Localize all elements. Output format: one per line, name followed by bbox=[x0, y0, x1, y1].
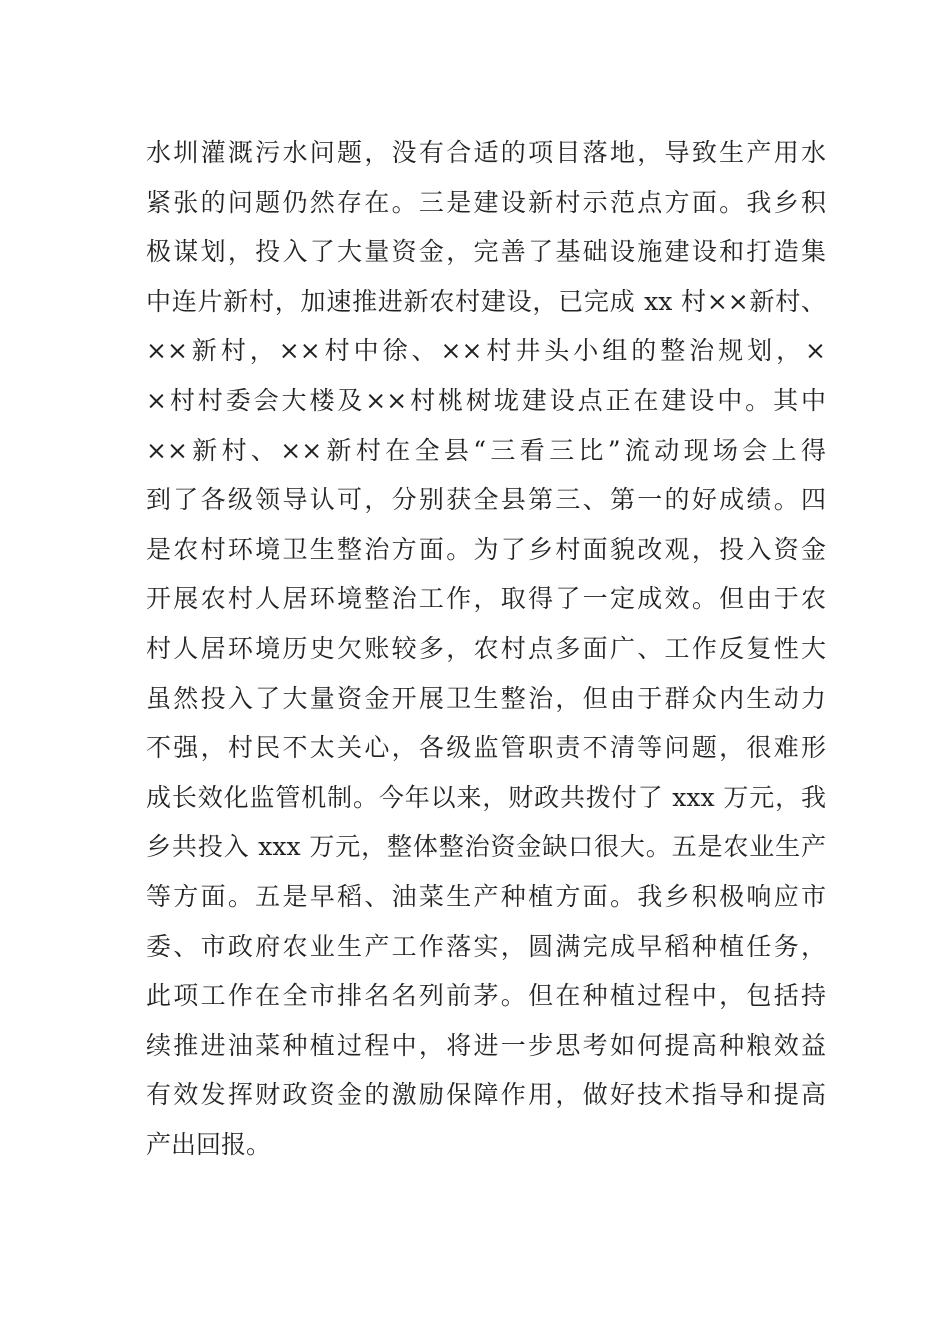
text-line: 续推进油菜种植过程中，将进一步思考如何提高种粮效益 bbox=[146, 1030, 826, 1060]
text-line: ××新村，××村中徐、××村井头小组的整治规划，× bbox=[146, 336, 826, 366]
text-line: 虽然投入了大量资金开展卫生整治，但由于群众内生动力 bbox=[146, 683, 826, 713]
text-line: 有效发挥财政资金的激励保障作用，做好技术指导和提高 bbox=[146, 1080, 826, 1110]
text-line: 此项工作在全市排名名列前茅。但在种植过程中，包括持 bbox=[146, 981, 826, 1011]
text-line: 到了各级领导认可，分别获全县第三、第一的好成绩。四 bbox=[146, 485, 826, 515]
text-line: 水圳灌溉污水问题，没有合适的项目落地，导致生产用水 bbox=[146, 138, 826, 167]
text-line: 等方面。五是早稻、油菜生产种植方面。我乡积极响应市 bbox=[146, 881, 826, 911]
text-line: 紧张的问题仍然存在。三是建设新村示范点方面。我乡积 bbox=[146, 187, 826, 217]
text-line: 村人居环境历史欠账较多，农村点多面广、工作反复性大 bbox=[146, 633, 826, 663]
body-paragraph bbox=[146, 128, 826, 1169]
text-line: 不强，村民不太关心，各级监管职责不清等问题，很难形 bbox=[146, 733, 826, 763]
text-line: 中连片新村，加速推进新农村建设，已完成 xx 村××新村、 bbox=[146, 286, 826, 316]
text-line: ××新村、××新村在全县“三看三比”流动现场会上得 bbox=[146, 435, 826, 465]
text-line: ×村村委会大楼及××村桃树垅建设点正在建设中。其中 bbox=[146, 385, 826, 415]
text-line: 极谋划，投入了大量资金，完善了基础设施建设和打造集 bbox=[146, 237, 826, 267]
text-line: 产出回报。 bbox=[146, 1129, 272, 1159]
text-line: 是农村环境卫生整治方面。为了乡村面貌改观，投入资金 bbox=[146, 534, 826, 564]
text-line: 乡共投入 xxx 万元，整体整治资金缺口很大。五是农业生产 bbox=[146, 832, 826, 862]
text-line: 委、市政府农业生产工作落实，圆满完成早稻种植任务， bbox=[146, 931, 826, 961]
text-line: 成长效化监管机制。今年以来，财政共拨付了 xxx 万元，我 bbox=[146, 782, 826, 812]
text-line: 开展农村人居环境整治工作，取得了一定成效。但由于农 bbox=[146, 584, 826, 614]
